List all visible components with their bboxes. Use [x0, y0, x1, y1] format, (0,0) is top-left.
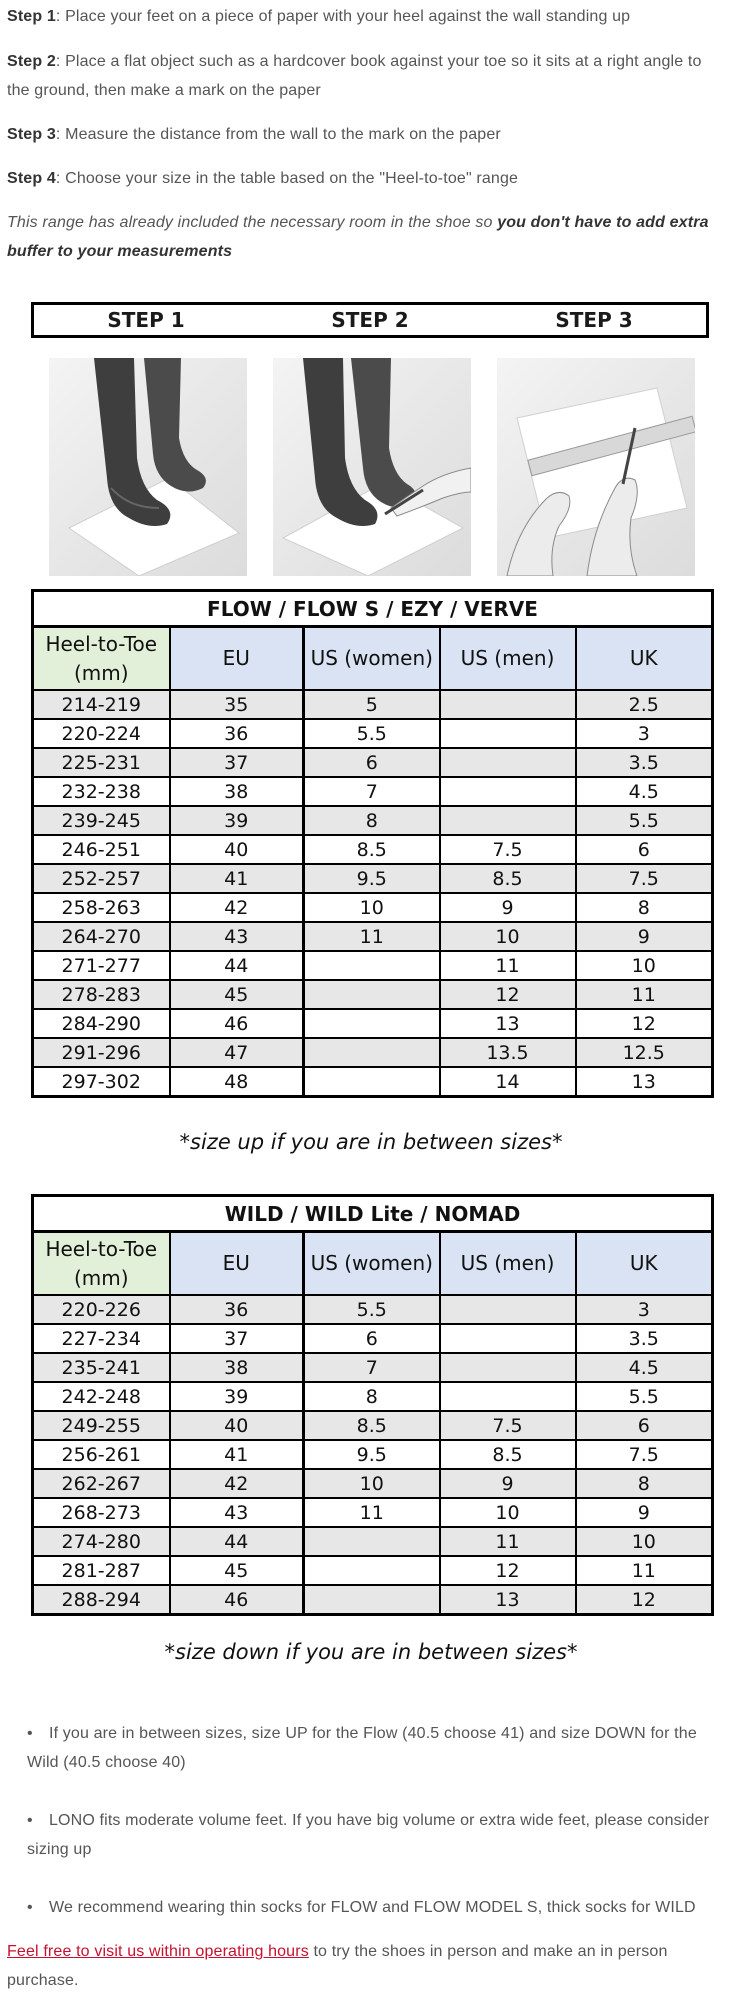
us-women-cell: 8.5: [304, 1411, 440, 1440]
eu-cell: 36: [170, 1295, 304, 1324]
uk-cell: 8: [576, 893, 713, 922]
step-4-label: Step 4: [7, 170, 56, 187]
bullet-text: LONO fits moderate volume feet. If you have big volume or extra wide feet, please consider sizing up: [27, 1812, 710, 1858]
heel-to-toe-cell: 239-245: [33, 806, 170, 835]
us-men-cell: 9: [440, 1469, 576, 1498]
eu-cell: 43: [170, 1498, 304, 1527]
heel-to-toe-cell: 242-248: [33, 1382, 170, 1411]
heel-to-toe-cell: 264-270: [33, 922, 170, 951]
heel-to-toe-cell: 271-277: [33, 951, 170, 980]
heel-to-toe-cell: 258-263: [33, 893, 170, 922]
uk-cell: 5.5: [576, 1382, 713, 1411]
heel-to-toe-cell: 252-257: [33, 864, 170, 893]
step-2-image: [273, 358, 471, 576]
table-row: [33, 1498, 713, 1527]
us-men-cell: [440, 1295, 576, 1324]
table-row: [33, 1527, 713, 1556]
uk-cell: 12: [576, 1009, 713, 1038]
heel-to-toe-cell: 232-238: [33, 777, 170, 806]
eu-cell: 41: [170, 1440, 304, 1469]
col-us-women: US (women): [304, 627, 440, 691]
illustration-step-2-label: STEP 2: [331, 308, 409, 332]
us-women-cell: 7: [304, 1353, 440, 1382]
us-men-cell: 9: [440, 893, 576, 922]
us-women-cell: 7: [304, 777, 440, 806]
table-row: [33, 1382, 713, 1411]
uk-cell: 3: [576, 1295, 713, 1324]
list-item: [27, 1893, 727, 1922]
table-row: [33, 922, 713, 951]
illustration-step-3-label: STEP 3: [555, 308, 633, 332]
us-men-cell: 10: [440, 1498, 576, 1527]
table-row: [33, 1556, 713, 1585]
table-row: [33, 1324, 713, 1353]
table-row: [33, 864, 713, 893]
eu-cell: 38: [170, 1353, 304, 1382]
uk-cell: 2.5: [576, 690, 713, 719]
uk-cell: 3.5: [576, 1324, 713, 1353]
table-row: [33, 690, 713, 719]
uk-cell: 3.5: [576, 748, 713, 777]
illustration-step-1-label: STEP 1: [107, 308, 185, 332]
col-us-women: US (women): [304, 1232, 440, 1296]
visit-store-rest: to try the shoes in person and make an in person purchase.: [7, 1943, 668, 1989]
table-row: [33, 951, 713, 980]
step-3-image: [497, 358, 695, 576]
eu-cell: 39: [170, 1382, 304, 1411]
uk-cell: 11: [576, 1556, 713, 1585]
wild-table-title: WILD / WILD Lite / NOMAD: [33, 1196, 713, 1232]
us-women-cell: [304, 1556, 440, 1585]
eu-cell: 40: [170, 1411, 304, 1440]
us-men-cell: 12: [440, 980, 576, 1009]
table-row: [33, 748, 713, 777]
wild-size-table: [31, 1194, 714, 1616]
heel-to-toe-cell: 268-273: [33, 1498, 170, 1527]
us-men-cell: [440, 777, 576, 806]
table-row: [33, 893, 713, 922]
heel-to-toe-cell: 281-287: [33, 1556, 170, 1585]
bullet-text: If you are in between sizes, size UP for the Flow (40.5 choose 41) and size DOWN for the Wild (40.5 choose 40): [27, 1725, 697, 1771]
table-row: [33, 719, 713, 748]
us-women-cell: [304, 1067, 440, 1097]
col-eu: EU: [170, 627, 304, 691]
us-women-cell: 8: [304, 1382, 440, 1411]
heel-to-toe-cell: 225-231: [33, 748, 170, 777]
table-row: [33, 1440, 713, 1469]
eu-cell: 43: [170, 922, 304, 951]
heel-to-toe-cell: 291-296: [33, 1038, 170, 1067]
eu-cell: 45: [170, 1556, 304, 1585]
us-men-cell: 7.5: [440, 1411, 576, 1440]
visit-store-link[interactable]: Feel free to visit us within operating hours: [7, 1943, 309, 1960]
wild-table-caption: *size down if you are in between sizes*: [164, 1640, 578, 1664]
table-row: [33, 980, 713, 1009]
mark-paper-illustration: [273, 358, 471, 576]
list-item: [27, 1719, 727, 1777]
eu-cell: 46: [170, 1585, 304, 1615]
us-women-cell: [304, 1009, 440, 1038]
us-women-cell: 5.5: [304, 1295, 440, 1324]
us-men-cell: 11: [440, 951, 576, 980]
uk-cell: 4.5: [576, 1353, 713, 1382]
step-3-label: Step 3: [7, 126, 56, 143]
eu-cell: 44: [170, 1527, 304, 1556]
step-4-body: : Choose your size in the table based on the "Heel-to-toe" range: [55, 170, 519, 187]
eu-cell: 42: [170, 893, 304, 922]
table-row: [33, 1585, 713, 1615]
uk-cell: 13: [576, 1067, 713, 1097]
us-women-cell: [304, 1585, 440, 1615]
flow-table-caption: *size up if you are in between sizes*: [179, 1130, 563, 1154]
us-men-cell: 11: [440, 1527, 576, 1556]
heel-to-toe-cell: 235-241: [33, 1353, 170, 1382]
bullet-dot-icon: •: [27, 1725, 33, 1742]
step-2-body: : Place a flat object such as a hardcover book against your toe so it sits at a right angle to the ground, then make a mark on the paper: [7, 53, 702, 99]
store-visit-text: [7, 1937, 722, 1995]
flow-size-table: [31, 589, 714, 1098]
step-1-body: : Place your feet on a piece of paper with your heel against the wall standing up: [55, 8, 631, 25]
heel-to-toe-cell: 297-302: [33, 1067, 170, 1097]
uk-cell: 6: [576, 835, 713, 864]
table-row: [33, 1353, 713, 1382]
us-men-cell: [440, 748, 576, 777]
heel-to-toe-cell: 214-219: [33, 690, 170, 719]
eu-cell: 42: [170, 1469, 304, 1498]
step-1-text: [7, 2, 722, 31]
note-prefix: This range has already included the necessary room in the shoe so: [7, 214, 498, 231]
us-women-cell: 9.5: [304, 864, 440, 893]
table-row: [33, 1411, 713, 1440]
us-women-cell: 6: [304, 748, 440, 777]
uk-cell: 3: [576, 719, 713, 748]
us-men-cell: [440, 806, 576, 835]
us-men-cell: 14: [440, 1067, 576, 1097]
step-1-image: [49, 358, 247, 576]
heel-to-toe-cell: 256-261: [33, 1440, 170, 1469]
heel-to-toe-cell: 288-294: [33, 1585, 170, 1615]
eu-cell: 38: [170, 777, 304, 806]
us-women-cell: 11: [304, 1498, 440, 1527]
us-women-cell: [304, 1527, 440, 1556]
step-1-label: Step 1: [7, 8, 56, 25]
feet-on-paper-illustration: [49, 358, 247, 576]
step-3-body: : Measure the distance from the wall to the mark on the paper: [55, 126, 501, 143]
uk-cell: 12.5: [576, 1038, 713, 1067]
us-women-cell: 5: [304, 690, 440, 719]
table-row: [33, 777, 713, 806]
uk-cell: 8: [576, 1469, 713, 1498]
heel-to-toe-cell: 246-251: [33, 835, 170, 864]
us-women-cell: 8.5: [304, 835, 440, 864]
table-row: [33, 835, 713, 864]
eu-cell: 45: [170, 980, 304, 1009]
uk-cell: 7.5: [576, 864, 713, 893]
step-3-text: [7, 120, 722, 149]
us-men-cell: [440, 1324, 576, 1353]
measurement-note: [7, 208, 722, 266]
list-item: [27, 1806, 727, 1864]
step-2-label: Step 2: [7, 53, 56, 70]
eu-cell: 39: [170, 806, 304, 835]
us-men-cell: [440, 1382, 576, 1411]
uk-cell: 6: [576, 1411, 713, 1440]
measure-ruler-illustration: [497, 358, 695, 576]
eu-cell: 46: [170, 1009, 304, 1038]
eu-cell: 37: [170, 748, 304, 777]
uk-cell: 9: [576, 922, 713, 951]
step-4-text: [7, 164, 722, 193]
uk-cell: 10: [576, 951, 713, 980]
col-heel-to-toe: Heel-to-Toe (mm): [33, 627, 170, 691]
heel-to-toe-cell: 284-290: [33, 1009, 170, 1038]
us-men-cell: 12: [440, 1556, 576, 1585]
heel-to-toe-cell: 227-234: [33, 1324, 170, 1353]
us-men-cell: 8.5: [440, 1440, 576, 1469]
eu-cell: 40: [170, 835, 304, 864]
us-men-cell: 13: [440, 1009, 576, 1038]
eu-cell: 35: [170, 690, 304, 719]
table-row: [33, 1038, 713, 1067]
note-bold: you don't have to add extra buffer to your measurements: [7, 214, 709, 260]
col-uk: UK: [576, 1232, 713, 1296]
uk-cell: 4.5: [576, 777, 713, 806]
heel-to-toe-cell: 220-226: [33, 1295, 170, 1324]
table-row: [33, 1295, 713, 1324]
eu-cell: 44: [170, 951, 304, 980]
heel-to-toe-cell: 278-283: [33, 980, 170, 1009]
us-women-cell: 10: [304, 893, 440, 922]
col-eu: EU: [170, 1232, 304, 1296]
us-women-cell: 6: [304, 1324, 440, 1353]
bullet-dot-icon: •: [27, 1899, 33, 1916]
steps-illustration-header: [31, 302, 709, 338]
table-row: [33, 1469, 713, 1498]
us-women-cell: [304, 951, 440, 980]
bullet-dot-icon: •: [27, 1812, 33, 1829]
col-heel-to-toe: Heel-to-Toe (mm): [33, 1232, 170, 1296]
eu-cell: 48: [170, 1067, 304, 1097]
heel-to-toe-cell: 274-280: [33, 1527, 170, 1556]
eu-cell: 47: [170, 1038, 304, 1067]
us-women-cell: 10: [304, 1469, 440, 1498]
uk-cell: 7.5: [576, 1440, 713, 1469]
eu-cell: 36: [170, 719, 304, 748]
us-men-cell: 13.5: [440, 1038, 576, 1067]
col-us-men: US (men): [440, 627, 576, 691]
us-women-cell: [304, 980, 440, 1009]
uk-cell: 5.5: [576, 806, 713, 835]
us-men-cell: 13: [440, 1585, 576, 1615]
table-row: [33, 1067, 713, 1097]
table-row: [33, 806, 713, 835]
heel-to-toe-cell: 249-255: [33, 1411, 170, 1440]
uk-cell: 11: [576, 980, 713, 1009]
step-2-text: [7, 47, 722, 105]
us-men-cell: 7.5: [440, 835, 576, 864]
us-women-cell: 9.5: [304, 1440, 440, 1469]
eu-cell: 37: [170, 1324, 304, 1353]
uk-cell: 9: [576, 1498, 713, 1527]
us-men-cell: 8.5: [440, 864, 576, 893]
col-uk: UK: [576, 627, 713, 691]
flow-table-title: FLOW / FLOW S / EZY / VERVE: [33, 591, 713, 627]
us-men-cell: [440, 690, 576, 719]
heel-to-toe-cell: 220-224: [33, 719, 170, 748]
us-men-cell: [440, 1353, 576, 1382]
us-women-cell: 5.5: [304, 719, 440, 748]
heel-to-toe-cell: 262-267: [33, 1469, 170, 1498]
bullet-text: We recommend wearing thin socks for FLOW and FLOW MODEL S, thick socks for WILD: [49, 1899, 696, 1916]
uk-cell: 12: [576, 1585, 713, 1615]
us-men-cell: 10: [440, 922, 576, 951]
us-women-cell: [304, 1038, 440, 1067]
us-women-cell: 8: [304, 806, 440, 835]
table-row: [33, 1009, 713, 1038]
eu-cell: 41: [170, 864, 304, 893]
col-us-men: US (men): [440, 1232, 576, 1296]
us-men-cell: [440, 719, 576, 748]
uk-cell: 10: [576, 1527, 713, 1556]
us-women-cell: 11: [304, 922, 440, 951]
